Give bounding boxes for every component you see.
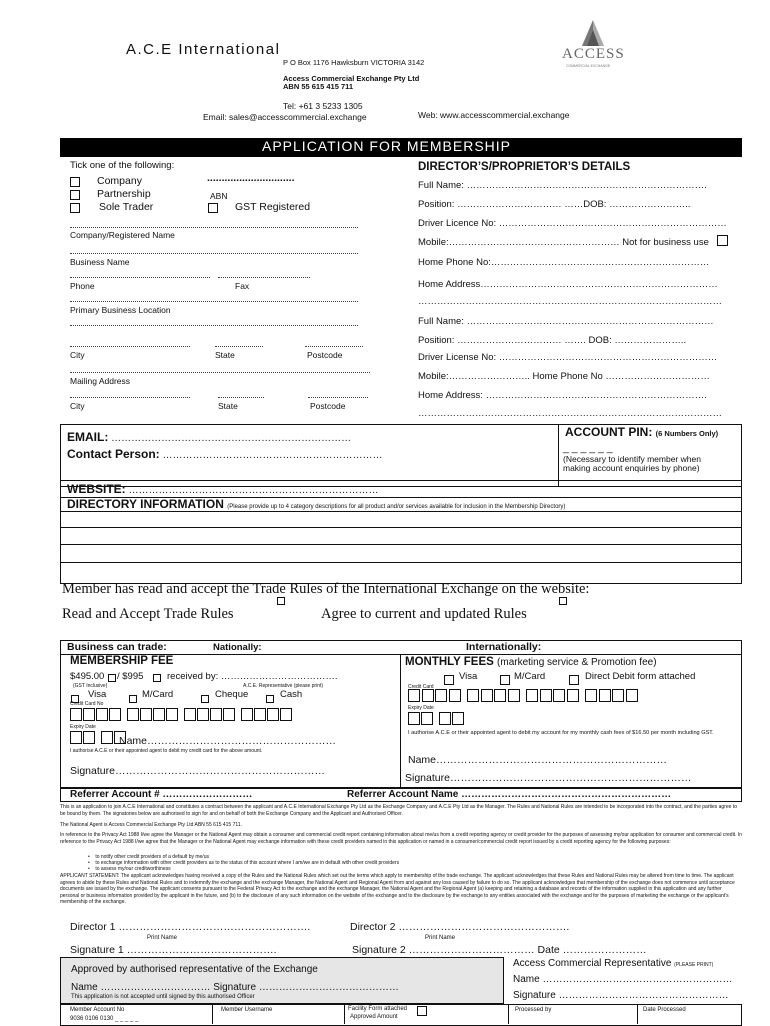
digit-box[interactable] xyxy=(481,689,493,702)
company-name-label: Company/Registered Name xyxy=(70,230,175,240)
abn-field[interactable]: .............................. xyxy=(207,172,295,184)
can-trade-label: Business can trade: xyxy=(67,641,167,653)
rules-statement: Member has read and accept the Trade Rules of the International Exchange on the website: xyxy=(62,581,590,597)
gst-inclusive-note: (GST Inclusive) xyxy=(73,683,108,689)
digit-box[interactable] xyxy=(101,731,113,744)
logo-subtext: COMMERCIAL EXCHANGE xyxy=(566,64,611,68)
digit-box[interactable] xyxy=(109,708,121,721)
business-name-label: Business Name xyxy=(70,257,130,267)
mailing-address-label: Mailing Address xyxy=(70,376,131,386)
digit-box[interactable] xyxy=(70,708,82,721)
membership-fee-heading: MEMBERSHIP FEE xyxy=(70,655,174,667)
mailing-city-field[interactable] xyxy=(70,397,190,398)
digit-box[interactable] xyxy=(241,708,253,721)
account-pin-field[interactable]: _ _ _ _ _ _ xyxy=(563,442,613,454)
footer-divider-1 xyxy=(212,1004,213,1024)
digit-box[interactable] xyxy=(467,689,479,702)
member-account-value: 9036 0106 0130 _ _ _ _ _ xyxy=(70,1016,139,1022)
directory-row-3[interactable] xyxy=(60,544,742,545)
approved-amount-label: Approved Amount xyxy=(350,1014,398,1020)
privacy-bullet-2-text: to exchange information with other credit providers as to the status of this account where I am/we are in default with other credit providers xyxy=(95,860,400,866)
mailing-city-label: City xyxy=(70,401,85,411)
monthly-signature[interactable]: Signature…………………………………………………………… xyxy=(405,772,692,784)
digit-box[interactable] xyxy=(83,731,95,744)
digit-box[interactable] xyxy=(421,712,433,725)
referrer-name[interactable]: Referrer Account Name ……………………………………………………… xyxy=(347,789,672,800)
digit-box[interactable] xyxy=(127,708,139,721)
mailing-state-field[interactable] xyxy=(218,397,264,398)
membership-card-number[interactable] xyxy=(70,708,390,722)
director1-mobile[interactable]: Mobile:……………………………………………… Not for business use xyxy=(418,237,709,248)
abn-number: ABN 55 615 415 711 xyxy=(283,82,354,91)
partnership-label: Partnership xyxy=(97,188,151,200)
digit-box[interactable] xyxy=(452,712,464,725)
primary-location-label: Primary Business Location xyxy=(70,305,171,315)
digit-box[interactable] xyxy=(140,708,152,721)
digit-box[interactable] xyxy=(223,708,235,721)
digit-box[interactable] xyxy=(494,689,506,702)
facility-form-checkbox[interactable] xyxy=(417,1006,427,1016)
membership-price-2: / $995 xyxy=(117,671,144,682)
state-label: State xyxy=(215,350,235,360)
mailing-postcode-field[interactable] xyxy=(308,397,368,398)
privacy-bullet-1: • to notify other credit providers of a default by me/us xyxy=(88,854,209,860)
director1-licence[interactable]: Driver Licence No: ……………………………………………………………… xyxy=(418,218,727,229)
directory-row-4[interactable] xyxy=(60,562,742,563)
approval-name-signature[interactable]: Name …………………………… Signature …………………………………… xyxy=(71,982,399,993)
phone-label: Phone xyxy=(70,281,95,291)
fees-divider xyxy=(400,654,401,788)
business-name-field[interactable] xyxy=(70,253,358,254)
membership-price: $495.00 xyxy=(70,671,105,682)
director2-position-dob[interactable]: Position: …………………………… ……. DOB: ………………….. xyxy=(418,335,687,346)
director2-home-address[interactable]: Home Address: ……………………………………………………………. xyxy=(418,390,707,401)
agree-rules: Agree to current and updated Rules xyxy=(321,606,527,622)
cheque-checkbox[interactable] xyxy=(201,695,209,703)
mailing-address-field[interactable] xyxy=(70,372,370,373)
company-name: A.C.E International xyxy=(126,41,281,58)
mailing-state-label: State xyxy=(218,401,238,411)
membership-signature[interactable]: Signature…………………………………………………… xyxy=(70,765,325,777)
mcard-label: M/Card xyxy=(142,689,174,700)
monthly-card-number[interactable] xyxy=(408,689,738,703)
facility-form-label: Facility Form attached xyxy=(348,1006,408,1012)
mailing-postcode-label: Postcode xyxy=(310,401,346,411)
applicant-statement: APPLICANT STATEMENT: The applicant acknowledges having received a copy of the Rules and the National Rules which set out the terms which apply to membership of the trade exchange. The applicant acknowledges that these Rules and National Rules may be altered from time to time. The applicant agrees to abide by these Rules and National Rules and to indemnify the exchange and the exchange Manager, the National Agent and Regional Agent from and against any loss caused by failure to do so. The applicant acknowledges that membership of the exchange does not commence until acceptance documents are issued by the exchange. The applicant consents pursuant to the Federal Privacy Act to the exchange and the exchange Manager, the National Agent and the Regional Agent (a) keeping and retaining a database and records of the information supplied in this application and any further personal or business information provided by the applicant in the future, and (b) to the disclosure of any such information on the website of the exchange and to the disclosure by the exchange to any entities associated with the exchange and for the purposes of marketing the exchange or the applicant’s membership of the exchange. xyxy=(60,873,735,906)
digit-box[interactable] xyxy=(585,689,597,702)
monthly-fees-sub: (marketing service & Promotion fee) xyxy=(497,657,657,668)
monthly-fees-title: MONTHLY FEES xyxy=(405,656,494,668)
gst-label: GST Registered xyxy=(235,201,311,213)
directors-heading: DIRECTOR’S/PROPRIETOR’S DETAILS xyxy=(418,161,631,173)
privacy-bullet-3-text: to assess my/our creditworthiness xyxy=(95,866,171,872)
account-pin-note: (6 Numbers Only) xyxy=(655,429,719,438)
received-by-field[interactable]: received by: ………………………………. xyxy=(167,671,338,682)
legal-name: Access Commercial Exchange Pty Ltd xyxy=(283,74,420,83)
pin-description-1: (Necessary to identify member when xyxy=(563,454,701,464)
privacy-bullet-1-text: to notify other credit providers of a default by me/us xyxy=(95,854,209,860)
email-label-text: EMAIL: xyxy=(67,430,109,444)
sole-trader-checkbox[interactable] xyxy=(70,203,80,213)
monthly-expiry-label: Expiry Date xyxy=(408,705,434,711)
director2-licence[interactable]: Driver License No: …………………………………………………………… xyxy=(418,352,718,363)
page-title: APPLICATION FOR MEMBERSHIP xyxy=(262,138,511,154)
privacy-paragraph: In reference to the Privacy Act 1988 I/we agree the Manager or the National Agent may obtain a consumer and commercial credit report containing information about me/us from a credit reporting agency or credit provider for the purposes of assessing my/our application for consumer and commercial credit. In reference to the Privacy Act 1988 I/we agree that the Manager or the National Agent may exchange information with these credit providers named in this application or named in a consumer/commercial credit report issued by a credit reporting agency for the following purposes: xyxy=(60,832,743,845)
fax-label: Fax xyxy=(235,281,250,291)
monthly-card-label: Credit Card xyxy=(408,684,434,690)
director2-print-name: Print Name xyxy=(425,935,456,941)
digit-box[interactable] xyxy=(553,689,565,702)
website-field[interactable]: ………………………………………………………………… xyxy=(125,485,379,496)
digit-box[interactable] xyxy=(408,689,420,702)
footer-divider-2 xyxy=(344,1004,345,1024)
signature-1[interactable]: Signature 1 ……………………………………. xyxy=(70,944,277,956)
digit-box[interactable] xyxy=(567,689,579,702)
digit-box[interactable] xyxy=(439,712,451,725)
directory-heading xyxy=(67,497,565,511)
phone-field[interactable] xyxy=(70,277,210,278)
email-field[interactable]: ……………………………………………………………… xyxy=(108,433,352,444)
website-label-text: WEBSITE: xyxy=(67,482,126,496)
director2-address-line-2[interactable]: …………………………………………………………………………………… xyxy=(418,408,722,419)
direct-debit-label: Direct Debit form attached xyxy=(585,671,696,682)
monthly-mcard-checkbox[interactable] xyxy=(500,675,510,685)
pin-description-2: making account enquiries by phone) xyxy=(563,463,700,473)
director2-full-name[interactable]: Full Name: …………………………………………………………………… xyxy=(418,316,714,327)
membership-name-field[interactable]: Name……………………………………………… xyxy=(119,735,337,747)
membership-expiry-label: Expiry Date xyxy=(70,724,96,730)
telephone: Tel: +61 3 5233 1305 xyxy=(283,101,363,111)
direct-debit-checkbox[interactable] xyxy=(569,675,579,685)
footer-divider-3 xyxy=(508,1004,509,1024)
rep-heading-text: Access Commercial Representative xyxy=(513,958,672,969)
sole-trader-label: Sole Trader xyxy=(99,201,154,213)
digit-box[interactable] xyxy=(210,708,222,721)
digit-box[interactable] xyxy=(508,689,520,702)
nationally-label: Nationally: xyxy=(213,642,262,653)
digit-box[interactable] xyxy=(254,708,266,721)
footer-divider-4 xyxy=(637,1004,638,1024)
company-checkbox[interactable] xyxy=(70,177,80,187)
logo-mark-icon xyxy=(556,18,630,48)
company-address: P O Box 1176 Hawksburn VICTORIA 3142 xyxy=(283,58,425,67)
terms-paragraph-2: The National Agent is Access Commercial Exchange Pty Ltd ABN 55 615 415 711. xyxy=(60,822,242,828)
directory-note: (Please provide up to 4 category descriptions for all product and/or services available for inclusion in the Membership Directory) xyxy=(227,504,566,510)
director1-home-address[interactable]: Home Address………………………………………………………………… xyxy=(418,279,718,290)
email-label xyxy=(67,430,351,444)
director1-address-line-2[interactable]: …………………………………………………………………………………… xyxy=(418,296,722,307)
member-account-label: Member Account No xyxy=(70,1007,125,1013)
website-label xyxy=(67,482,378,496)
digit-box[interactable] xyxy=(96,708,108,721)
rep-signature[interactable]: Signature …………………………………………… xyxy=(513,990,729,1001)
digit-box[interactable] xyxy=(599,689,611,702)
cash-checkbox[interactable] xyxy=(266,695,274,703)
credit-card-no-label: Credit Card No xyxy=(70,701,104,707)
primary-location-field[interactable] xyxy=(70,301,358,302)
date-processed-label: Date Processed xyxy=(643,1007,686,1013)
processed-by-label: Processed by xyxy=(515,1007,552,1013)
internationally-label: Internationally: xyxy=(466,641,542,653)
not-for-business-checkbox[interactable] xyxy=(717,235,728,246)
digit-box[interactable] xyxy=(626,689,638,702)
contact-person-field[interactable]: ………………………………………………………… xyxy=(159,450,383,461)
digit-box[interactable] xyxy=(435,689,447,702)
director1-print-name: Print Name xyxy=(147,935,178,941)
price-995-checkbox[interactable] xyxy=(153,674,161,682)
digit-box[interactable] xyxy=(612,689,624,702)
company-name-field[interactable] xyxy=(70,227,358,228)
not-accepted-note: This application is not accepted until signed by this authorised Officer xyxy=(71,994,255,1000)
director1-position-dob[interactable]: Position: …………………………… ……DOB: …………………….. xyxy=(418,199,691,210)
director1-home-phone[interactable]: Home Phone No:…………………………………………………………… xyxy=(418,257,710,268)
rep-heading xyxy=(513,958,713,969)
rules-checkbox-1[interactable] xyxy=(277,597,285,605)
monthly-mcard-label: M/Card xyxy=(514,671,546,682)
website-address: Web: www.accesscommercial.exchange xyxy=(418,110,570,120)
postcode-field[interactable] xyxy=(305,346,363,347)
city-label: City xyxy=(70,350,85,360)
ace-rep-note: A.C.E. Representative (please print) xyxy=(243,683,324,689)
digit-box[interactable] xyxy=(540,689,552,702)
monthly-visa-label: Visa xyxy=(459,671,478,682)
director2-mobile[interactable]: Mobile:…………………….. Home Phone No …………………………… xyxy=(418,371,710,382)
primary-location-field-2[interactable] xyxy=(70,325,358,326)
monthly-name-field[interactable]: Name………………………………………………………… xyxy=(408,754,668,766)
company-label: Company xyxy=(97,175,142,187)
digit-box[interactable] xyxy=(408,712,420,725)
monthly-fees-heading xyxy=(405,656,657,668)
directory-row-2[interactable] xyxy=(60,527,742,528)
cash-label: Cash xyxy=(280,689,303,700)
terms-paragraph-1: This is an application to join A.C.E International and constitutes a contract between the applicant and A.C.E International Exchange Pty Ltd as the Exchange Company and A.C.E Pty Ltd as the Manager. The Rules and National Rules are intended to be incorporated into the contract, and the parties agree to be bound by them. The signatories below are authorised to sign for and on behalf of both the Exchange Company and the Applicant and Authorised Officer. xyxy=(60,804,737,817)
digit-box[interactable] xyxy=(166,708,178,721)
visa-label: Visa xyxy=(88,689,107,700)
digit-box[interactable] xyxy=(70,731,82,744)
digit-box[interactable] xyxy=(280,708,292,721)
member-username-label: Member Username xyxy=(221,1007,273,1013)
mcard-checkbox[interactable] xyxy=(129,695,137,703)
director1-full-name[interactable]: Full Name: …………………………………………………………………. xyxy=(418,180,707,191)
tick-label: Tick one of the following: xyxy=(70,160,175,171)
referrer-account[interactable]: Referrer Account # ……………………… xyxy=(70,789,253,800)
signature-2-date[interactable]: Signature 2 ……………………………… Date …………………… xyxy=(352,944,647,956)
pin-divider xyxy=(558,424,559,487)
access-logo xyxy=(556,18,630,72)
director2-sign[interactable]: Director 2 …………………………………………. xyxy=(350,921,570,933)
partnership-checkbox[interactable] xyxy=(70,190,80,200)
monthly-expiry[interactable] xyxy=(408,712,468,726)
cheque-label: Cheque xyxy=(215,689,249,700)
postcode-label: Postcode xyxy=(307,350,343,360)
read-accept-rules: Read and Accept Trade Rules xyxy=(62,606,234,622)
directory-heading-text: DIRECTORY INFORMATION xyxy=(67,497,224,511)
digit-box[interactable] xyxy=(153,708,165,721)
logo-text: ACCESS xyxy=(562,46,625,62)
abn-label: ABN xyxy=(210,191,228,201)
privacy-bullet-3: • to assess my/our creditworthiness xyxy=(88,866,171,872)
state-field[interactable] xyxy=(215,346,263,347)
membership-authorise: I authorise A.C.E or their appointed agent to debit my credit card for the above amount. xyxy=(70,748,263,754)
email-address: Email: sales@accesscommercial.exchange xyxy=(203,112,367,122)
city-field[interactable] xyxy=(70,346,190,347)
director1-sign[interactable]: Director 1 ………………………………………………. xyxy=(70,921,311,933)
price-495-checkbox[interactable] xyxy=(108,674,116,682)
digit-box[interactable] xyxy=(184,708,196,721)
approved-by-label: Approved by authorised representative of the Exchange xyxy=(71,964,318,975)
account-pin-text: ACCOUNT PIN: xyxy=(565,425,653,439)
digit-box[interactable] xyxy=(83,708,95,721)
directory-row-1[interactable] xyxy=(60,511,742,512)
rep-name[interactable]: Name ………………………………………………… xyxy=(513,974,733,985)
monthly-authorise: I authorise A.C.E or their appointed agent to debit my account for my monthly cash fees of $16.50 per month including GST. xyxy=(408,730,714,736)
fax-field[interactable] xyxy=(218,277,310,278)
digit-box[interactable] xyxy=(526,689,538,702)
contact-person-text: Contact Person: xyxy=(67,447,160,461)
privacy-bullet-2: • to exchange information with other credit providers as to the status of this account where I am/we are in default with other credit providers xyxy=(88,860,400,866)
monthly-visa-checkbox[interactable] xyxy=(444,675,454,685)
contact-person-label xyxy=(67,447,382,461)
digit-box[interactable] xyxy=(422,689,434,702)
rep-note: (PLEASE PRINT) xyxy=(674,962,714,968)
rules-checkbox-2[interactable] xyxy=(559,597,567,605)
digit-box[interactable] xyxy=(267,708,279,721)
digit-box[interactable] xyxy=(449,689,461,702)
digit-box[interactable] xyxy=(197,708,209,721)
account-pin-label xyxy=(565,425,718,439)
gst-checkbox[interactable] xyxy=(208,203,218,213)
